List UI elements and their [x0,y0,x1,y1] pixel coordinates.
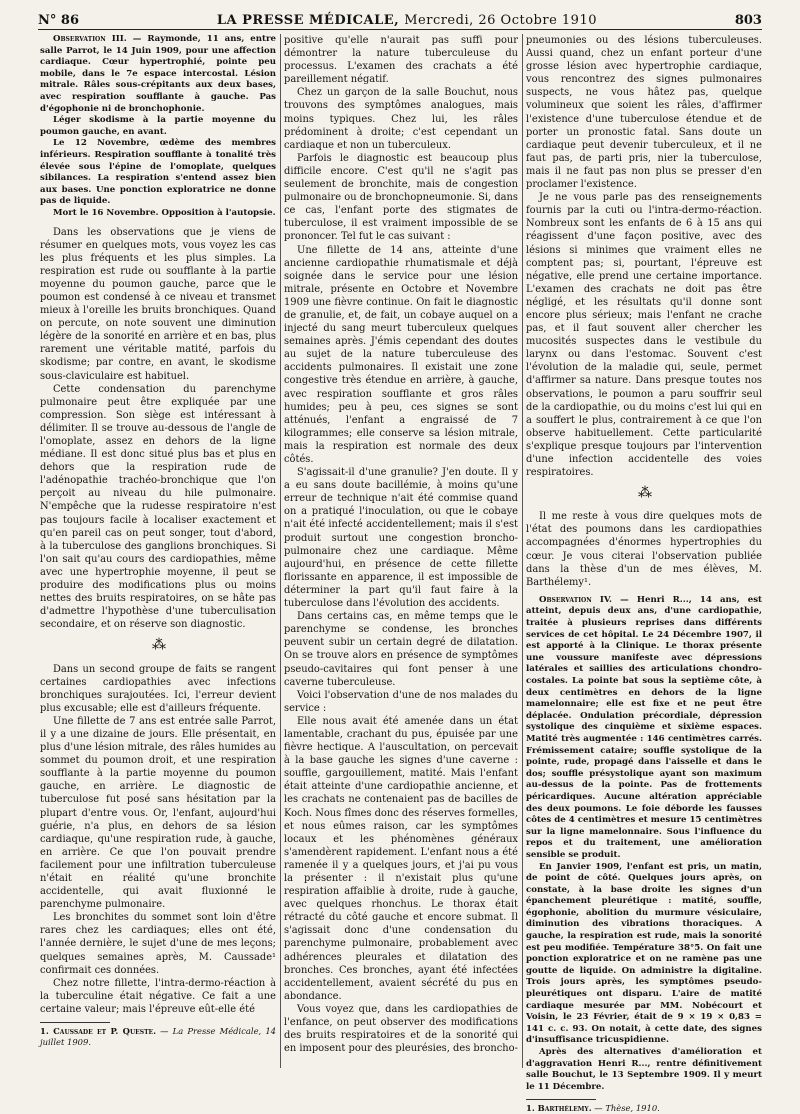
journal-title: LA PRESSE MÉDICALE, [216,13,400,28]
body-paragraph: Une fillette de 7 ans est entrée salle Parrot, il y a une dizaine de jours. Elle présentait, en plus d'une lésion mitrale, des râles humides au sommet du poumon droit, et une respiration soufflante à la partie moyenne du poumon gauche, en arrière. Le diagnostic de tuberculose fut posé sans hésitation par la plupart d'entre vous. Or, l'enfant, aujourd'hui guérie, n'a plus, en dehors de sa lésion cardiaque, qu'une respiration rude, à gauche, en arrière. Ce que l'on pouvait prendre facilement pour une infiltration tuberculeuse n'était en réalité qu'une bronchite accidentelle, qui avait fluxionné le parenchyme pulmonaire. [40,715,276,911]
observation-4-paragraph: En Janvier 1909, l'enfant est pris, un matin, de point de côté. Quelques jours après, on constate, à la base droite les signes d'un épanchement pleurétique : matité, souffle, égophonie, abolition du murmure vésiculaire, diminution des vibrations thoraciques. A gauche, la respiration est rude, mais la sonorité est peu modifiée. Température 38°5. On fait une ponction exploratrice et on ne ramène pas une goutte de liquide. On administre la digitaline. Trois jours après, les symptômes pseudo-pleurétiques ont disparu. L'aire de matité cardiaque mesurée par MM. Nobécourt et Voisin, le 23 Février, était de 9 × 19 × 0,83 = 141 c. c. 93. On notait, à cette date, des signes d'insuffisance tricuspidienne. [526,861,762,1046]
observation-3-paragraph: Léger skodisme à la partie moyenne du poumon gauche, en avant. [40,115,276,137]
body-paragraph: Les bronchites du sommet sont loin d'être rares chez les cardiaques; elles ont été, l'année dernière, le sujet d'une de mes leçons; quelques semaines après, M. Caussade¹ confirmait ces données. [40,912,276,976]
section-asterism: ⁂ [152,637,164,654]
column-1 [40,34,276,1070]
observation-4-paragraph: Après des alternatives d'amélioration et d'aggravation Henri R..., rentre définitivement salle Bouchut, le 13 Septembre 1909. Il y meurt le 11 Décembre. [526,1047,762,1092]
page-header [38,8,762,28]
column-3 [526,34,762,1114]
observation-3: Observation III. — Raymonde, 11 ans, entre salle Parrot, le 14 Juin 1909, pour une affection cardiaque. Cœur hypertrophié, pointe peu mobile, dans le 7e espace intercostal. Lésion mitrale. Râles sous-crépitants aux deux bases, avec respiration soufflante à gauche. Pas d'égophonie ni de bronchophonie. [40,34,276,114]
header-rule [38,29,762,30]
body-paragraph: Cette condensation du parenchyme pulmonaire peut être expliquée par une compression. Son siège est intéressant à délimiter. Il se trouve au-dessous de l'angle de l'omoplate, assez en dehors de la ligne médiane. Il est donc situé plus bas et plus en dehors que la respiration rude de l'adénopathie trachéo-bronchique que l'on perçoit au niveau du hile pulmonaire. N'empêche que la rudesse respiratoire n'est pas toujours facile à localiser exactement et qu'en pareil cas on peut songer, tout d'abord, à la tuberculose des ganglions bronchiques. Si l'on sait qu'au cours des cardiopathies, même avec une hypertrophie moyenne, il peut se produire des modifications plus ou moins nettes des bruits respiratoires, on se hâte pas d'admettre l'hypothèse d'une tuberculisation secondaire, et on réserve son diagnostic. [40,383,276,631]
body-paragraph: Vous voyez que, dans les cardiopathies de l'enfance, on peut observer des modifications des bruits respiratoires et de la sonorité qui en imposent pour des pleurésies, des broncho- [284,1003,518,1055]
observation-4: Observation IV. — Henri R..., 14 ans, est atteint, depuis deux ans, d'une cardiopathie, traitée à plusieurs reprises dans différents services de cet hôpital. Le 24 Décembre 1907, il est apporté à la Clinique. Le thorax présente une voussure manifeste avec dépressions latérales et saillies des articulations chondro-costales. La pointe bat sous la septième côte, à deux centimètres en dehors de la ligne mamelonnaire; elle est fixe et ne peut être déplacée. Ondulation précordiale, dépression systolique des cinquième et sixième espaces. Matité très augmentée : 146 centimètres carrés. Frémissement cataire; souffle systolique de la pointe, rude, propagé dans l'aisselle et dans le dos; souffle présystolique ayant son maximum au-dessus de la pointe. Pas de frottements péricardiques. Aucune altération appréciable des deux poumons. Le foie déborde les fausses côtes de 4 centimètres et mesure 15 centimètres sur la ligne mamelonnaire. Sous l'influence du repos et du traitement, une amélioration sensible se produit. [526,594,762,860]
column-2 [284,34,518,1070]
body-paragraph: pneumonies ou des lésions tuberculeuses. Aussi quand, chez un enfant porteur d'une grosse lésion avec hypertrophie cardiaque, vous rencontrez des signes pulmonaires suspects, ne vous hâtez pas, quelque volumineux que soient les râles, d'affirmer l'existence d'une tuberculose étendue et de porter un pronostic fatal. Sans doute un cardiaque peut devenir tuberculeux, et il ne faut pas, de parti pris, nier la tuberculose, mais il ne faut pas non plus se presser d'en proclamer l'existence. [526,35,762,191]
masthead [217,13,597,28]
footnote: 1. Barthélemy. — Thèse, 1910. [526,1103,660,1114]
body-paragraph: Dans certains cas, en même temps que le parenchyme se condense, les bronches peuvent subir un certain degré de dilatation. On se trouve alors en présence de symptômes pseudo-cavitaires qui font penser à une caverne tuberculeuse. [284,611,518,688]
body-paragraph: Parfois le diagnostic est beaucoup plus difficile encore. C'est qu'il ne s'agit pas seulement de bronchite, mais de congestion pulmonaire ou de bronchopneumonie. Si, dans ce cas, l'enfant porte des stigmates de tuberculose, il est vraiment impossible de se prononcer. Tel fut le cas suivant : [284,152,518,243]
body-paragraph: Il me reste à vous dire quelques mots de l'état des poumons dans les cardiopathies accompagnées d'énormes hypertrophies du cœur. Je vous citerai l'observation publiée dans la thèse d'un de mes élèves, M. Barthélemy¹. [526,511,762,588]
footnote-rule [526,1099,596,1100]
footnote-rule [40,1022,110,1023]
issue-number: N° 86 [38,13,79,28]
body-paragraph: Voici l'observation d'une de nos malades du service : [284,689,518,714]
column-divider [522,34,523,1068]
issue-date: Mercredi, 26 Octobre 1910 [404,13,597,28]
body-paragraph: Dans un second groupe de faits se rangent certaines cardiopathies avec infections bronchiques surajoutées. Ici, l'erreur devient plus excusable; elle est d'ailleurs fréquente. [40,663,276,714]
body-paragraph: Je ne vous parle pas des renseignements fournis par la cuti ou l'intra-dermo-réaction. Nombreux sont les enfants de 6 à 15 ans qui réagissent d'une façon positive, avec des lésions si minimes que vraiment elles ne comptent pas; si, pourtant, l'épreuve est négative, elle prend une certaine importance. L'examen des crachats ne doit pas être négligé, et les résultats qu'il donne sont encore plus sérieux; mais l'enfant ne crache pas, et il faut souvent aller chercher les mucosités suspectes dans le vestibule du larynx ou dans l'estomac. Souvent c'est l'évolution de la maladie qui, seule, permet d'affirmer sa nature. Dans presque toutes nos observations, le poumon a paru souffrir seul de la cardiopathie, ou du moins c'est lui qui en a souffert le plus, contrairement à ce que l'on observe habituellement. Cette particularité s'explique presque toujours par l'intervention d'une infection accidentelle des voies respiratoires. [526,192,762,479]
body-paragraph: positive qu'elle n'aurait pas suffi pour démontrer la nature tuberculeuse du processus. L'examen des crachats a été pareillement négatif. [284,35,518,86]
body-paragraph: Chez notre fillette, l'intra-dermo-réaction à la tuberculine était négative. Ce fait a une certaine valeur; mais l'épreuve eût-elle été [40,977,276,1015]
observation-3-paragraph: Mort le 16 Novembre. Opposition à l'autopsie. [53,207,276,218]
section-asterism: ⁂ [638,485,650,502]
body-paragraph: Dans les observations que je viens de résumer en quelques mots, vous voyez les cas les plus fréquents et les plus simples. La respiration est rude ou soufflante à la partie moyenne du poumon gauche, parce que le poumon est condensé à ce niveau et transmet mieux à l'oreille les bruits bronchiques. Quand on percute, on note souvent une diminution légère de la sonorité en arrière et en bas, plus rarement une véritable matité, parfois du skodisme; par contre, en avant, le skodisme sous-claviculaire est habituel. [40,226,276,382]
body-paragraph: Chez un garçon de la salle Bouchut, nous trouvons des symptômes analogues, mais moins typiques. Chez lui, les râles prédominent à droite; c'est cependant un cardiaque et non un tuberculeux. [284,87,518,151]
body-paragraph: Une fillette de 14 ans, atteinte d'une ancienne cardiopathie rhumatismale et déjà soignée dans le service pour une lésion mitrale, présente en Octobre et Novembre 1909 une fièvre continue. On fait le diagnostic de granulie, et, de fait, un cobaye auquel on a injecté du sang meurt tuberculeux quelques semaines après. J'émis cependant des doutes au sujet de la nature tuberculeuse des accidents pulmonaires. Il existait une zone congestive très étendue en arrière, à gauche, avec respiration soufflante et gros râles humides; peu à peu, ces signes se sont atténués, l'enfant a engraissé de 7 kilogrammes; elle conserve sa lésion mitrale, mais la respiration est normale des deux côtés. [284,244,518,465]
body-paragraph: S'agissait-il d'une granulie? J'en doute. Il y a eu sans doute bacillémie, à moins qu'une erreur de technique n'ait été commise quand on a pratiqué l'inoculation, ou que le cobaye n'ait été infecté accidentellement; mais il s'est produit surtout une congestion broncho-pulmonaire chez une cardiaque. Même aujourd'hui, en présence de cette fillette florissante en apparence, il est impossible de déterminer la part qu'il faut faire à la tuberculose dans l'évolution des accidents. [284,467,518,610]
column-divider [280,34,281,1068]
footnote: 1. Caussade et P. Queste. — La Presse Médicale, 14 juillet 1909. [40,1026,276,1048]
page-number: 803 [734,13,762,28]
body-paragraph: Elle nous avait été amenée dans un état lamentable, crachant du pus, épuisée par une fièvre hectique. A l'auscultation, on percevait à la base gauche les signes d'une caverne : souffle, gargouillement, matité. Mais l'enfant était atteinte d'une cardiopathie ancienne, et les crachats ne contenaient pas de bacilles de Koch. Nous fîmes donc des réserves formelles, et nous eûmes raison, car les symptômes locaux et les phénomènes généraux s'amendèrent rapidement. L'enfant nous a été ramenée il y a quelques jours, et j'ai pu vous la présenter : il n'existait plus qu'une respiration affaiblie à droite, rude à gauche, avec quelques rhonchus. Le thorax était rétracté du côté gauche et encore submat. Il s'agissait donc d'une condensation du parenchyme pulmonaire, probablement avec adhérences pleurales et dilatation des bronches. Ces bronches, ayant été infectées accidentellement, avaient sécrété du pus en abondance. [284,715,518,1002]
observation-3-paragraph: Le 12 Novembre, œdème des membres inférieurs. Respiration soufflante à tonalité très élevée sous l'épine de l'omoplate, quelques sibilances. La respiration s'entend assez bien aux bases. Une ponction exploratrice ne donne pas de liquide. [40,138,276,207]
